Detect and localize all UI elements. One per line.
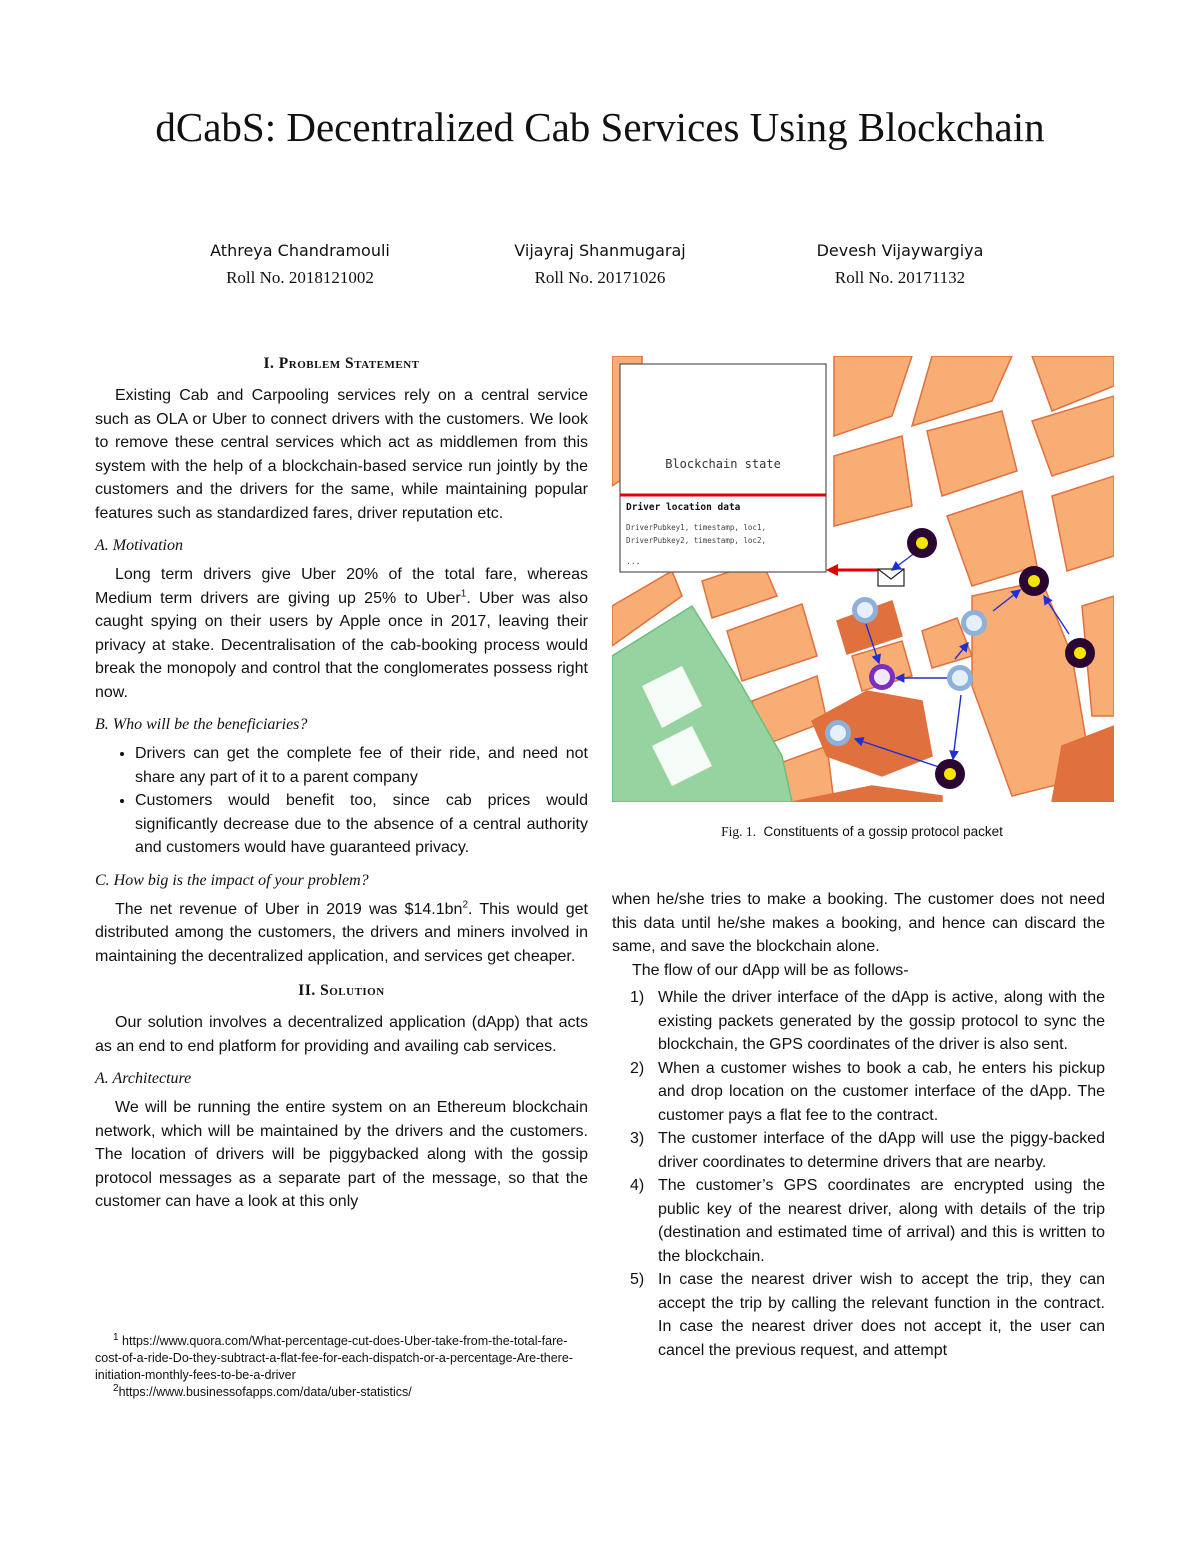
author-list <box>150 237 1050 291</box>
author-roll: Roll No. 20171132 <box>834 268 966 287</box>
right-column <box>612 888 1105 1362</box>
section-heading-solution: II. Solution <box>298 982 385 999</box>
figure-label: Fig. 1. <box>721 824 756 839</box>
subsection-impact: C. How big is the impact of your problem? <box>95 871 369 889</box>
step-text: The customer’s GPS coordinates are encrypted using the public key of the nearest driver, along with details of the trip (destination and estimated time of arrival) and this is written to the blockchain. <box>658 1177 1105 1265</box>
flow-step <box>612 1268 1105 1362</box>
step-text: In case the nearest driver wish to accept the trip, they can accept the trip by calling the relevant function in the contract. In case the nearest driver does not accept it, the user can cancel the previous request, and attempt <box>658 1271 1105 1359</box>
driver-location-label: Driver location data <box>626 502 741 513</box>
step-number: 3) <box>630 1130 645 1147</box>
flow-step <box>612 986 1105 1057</box>
flow-step <box>612 1174 1105 1268</box>
driver-node <box>907 528 937 558</box>
step-text: The customer interface of the dApp will use the piggy-backed driver coordinates to determine drivers that are nearby. <box>658 1130 1105 1171</box>
footnotes <box>95 1333 588 1401</box>
envelope-icon <box>878 569 904 586</box>
step-text: When a customer wishes to book a cab, he enters his pickup and drop location on the customer interface of the dApp. The customer pays a flat fee to the contract. <box>658 1059 1105 1124</box>
impact-text-a: The net revenue of Uber in 2019 was $14.1bn <box>115 900 463 918</box>
impact-text-b: . This would get distributed among the customers, the drivers and miners involved in maintaining the decentralized application, and services get cheaper. <box>95 900 588 965</box>
beneficiaries-list <box>95 742 588 860</box>
motivation-paragraph <box>95 563 588 704</box>
driver-node <box>935 759 965 789</box>
location-row-ellipsis: ... <box>626 557 641 566</box>
author-name: Devesh Vijaywargiya <box>816 241 984 260</box>
problem-intro: Existing Cab and Carpooling services rely on a central service such as OLA or Uber to connect drivers with the customers. We look to remove these central services which act as middlemen from this system with the help of a blockchain-based service run jointly by the customers and the drivers for the same, while maintaining popular features such as standardized fares, driver reputation etc. <box>95 387 588 522</box>
location-row: DriverPubkey2, timestamp, loc2, <box>626 536 766 545</box>
flow-step <box>612 1127 1105 1174</box>
continuation-paragraph: when he/she tries to make a booking. The customer does not need this data until he/she makes a booking, and hence can discard the same, and save the blockchain alone. <box>612 891 1105 955</box>
location-row: DriverPubkey1, timestamp, loc1, <box>626 523 766 532</box>
author-roll: Roll No. 20171026 <box>534 268 666 287</box>
figure-caption-text: Constituents of a gossip protocol packet <box>763 824 1003 839</box>
list-item: • Customers would benefit too, since cab prices would significantly decrease due to the absence of a central authority and customers would have guaranteed privacy. <box>135 789 588 860</box>
blockchain-state-box <box>620 364 826 572</box>
step-number: 5) <box>630 1271 645 1288</box>
driver-node <box>1065 638 1095 668</box>
left-column <box>95 355 588 1214</box>
author-roll: Roll No. 2018121002 <box>226 268 374 287</box>
impact-paragraph <box>95 898 588 969</box>
driver-node <box>1019 566 1049 596</box>
footnote-mark: 2 <box>113 1382 119 1394</box>
step-number: 2) <box>630 1059 645 1077</box>
solution-intro: Our solution involves a decentralized application (dApp) that acts as an end to end platform for providing and availing cab services. <box>95 1014 588 1055</box>
step-number: 1) <box>630 989 645 1006</box>
footnote-link[interactable]: https://www.businessofapps.com/data/uber-statistics/ <box>118 1385 412 1399</box>
subsection-architecture: A. Architecture <box>95 1070 192 1087</box>
subsection-motivation: A. Motivation <box>95 537 183 554</box>
architecture-paragraph: We will be running the entire system on an Ethereum blockchain network, which will be maintained by the drivers and the customers. The location of drivers will be piggybacked along with the gossip protocol messages as a separate part of the message, so that the customer can have a look at this only <box>95 1099 588 1210</box>
author-name: Athreya Chandramouli <box>210 241 390 260</box>
list-item: • Drivers can get the complete fee of their ride, and need not share any part of it to a parent company <box>135 742 588 789</box>
author <box>450 237 750 291</box>
relay-node <box>825 720 851 746</box>
relay-node <box>947 665 973 691</box>
paper-title: dCabS: Decentralized Cab Services Using Blockchain <box>155 104 1045 150</box>
blockchain-state-label: Blockchain state <box>665 457 781 471</box>
motivation-text-b: . Uber was also caught spying on their users by Apple once in 2017, leaving their privacy at stake. Decentralisation of the cab-booking process would break the monopoly and control that the conglomerates possess right now. <box>95 589 589 701</box>
footnote <box>95 1384 588 1401</box>
footnote-mark: 1 <box>113 1331 119 1343</box>
subsection-beneficiaries: B. Who will be the beneficiaries? <box>95 716 308 733</box>
footnote <box>95 1333 588 1384</box>
footnote-ref-1: 1 <box>460 588 467 600</box>
author <box>750 237 1050 291</box>
author <box>150 237 450 291</box>
figure-gossip-map <box>612 356 1114 802</box>
author-name: Vijayraj Shanmugaraj <box>514 241 686 260</box>
flow-steps <box>612 986 1105 1362</box>
motivation-text-a: Long term drivers give Uber 20% of the total fare, whereas Medium term drivers are giving up 25% to Uber <box>95 566 588 607</box>
map-illustration <box>612 356 1114 802</box>
figure-caption <box>612 824 1112 840</box>
flow-intro: The flow of our dApp will be as follows- <box>632 961 909 979</box>
step-number: 4) <box>630 1177 645 1194</box>
relay-node <box>852 597 878 623</box>
origin-node <box>869 664 895 690</box>
relay-node <box>961 610 987 636</box>
footnote-ref-2: 2 <box>462 899 469 911</box>
section-heading-problem: I. Problem Statement <box>263 355 420 372</box>
step-text: While the driver interface of the dApp is active, along with the existing packets generated by the gossip protocol to sync the blockchain, the GPS coordinates of the driver is also sent. <box>658 989 1105 1053</box>
footnote-link[interactable]: https://www.quora.com/What-percentage-cut-does-Uber-take-from-the-total-fare-cost-of-a-ride-Do-they-subtract-a-flat-fee-for-each-dispatch-or-a-percentage-Are-there-initiation-monthly-fees-to-be-a-driver <box>95 1334 573 1382</box>
flow-step <box>612 1057 1105 1128</box>
